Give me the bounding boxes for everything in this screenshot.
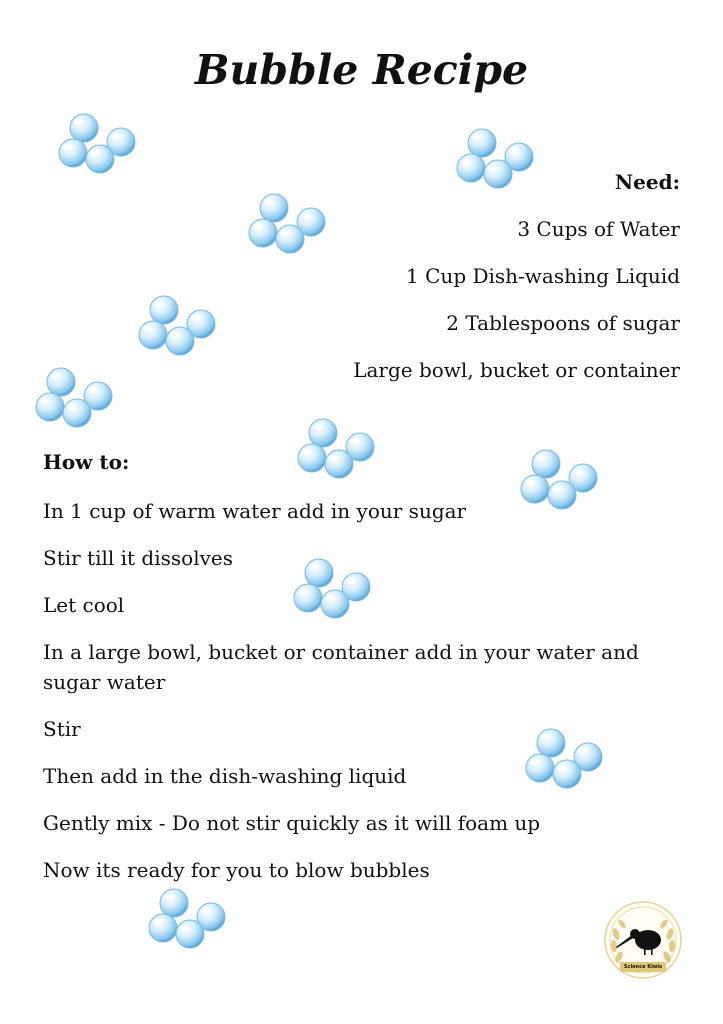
instruction-step: Stir [43, 717, 81, 741]
bubbles-icon [35, 367, 115, 432]
ingredients-list [353, 170, 680, 405]
ingredient-item: Large bowl, bucket or container [353, 358, 680, 382]
bubbles-icon [138, 295, 218, 360]
bubbles-icon [248, 193, 328, 258]
logo-text: Science Kiwis [623, 964, 663, 970]
ingredient-item: 1 Cup Dish-washing Liquid [406, 264, 680, 288]
instruction-step: In 1 cup of warm water add in your sugar [43, 499, 467, 523]
page-title: Bubble Recipe [194, 46, 529, 94]
instructions-list [43, 450, 683, 902]
ingredient-item: 2 Tablespoons of sugar [446, 311, 680, 335]
instruction-step: Gently mix - Do not stir quickly as it will foam up [43, 811, 541, 835]
ingredients-heading: Need: [614, 170, 680, 194]
instruction-step: In a large bowl, bucket or container add in your water and sugar water [43, 640, 639, 694]
instruction-step: Stir till it dissolves [43, 546, 233, 570]
ingredient-item: 3 Cups of Water [517, 217, 680, 241]
instructions-heading: How to: [43, 450, 130, 474]
instruction-step: Now its ready for you to blow bubbles [43, 858, 430, 882]
bubbles-icon [58, 113, 138, 178]
instruction-step: Let cool [43, 593, 125, 617]
instruction-step: Then add in the dish-washing liquid [43, 764, 407, 788]
